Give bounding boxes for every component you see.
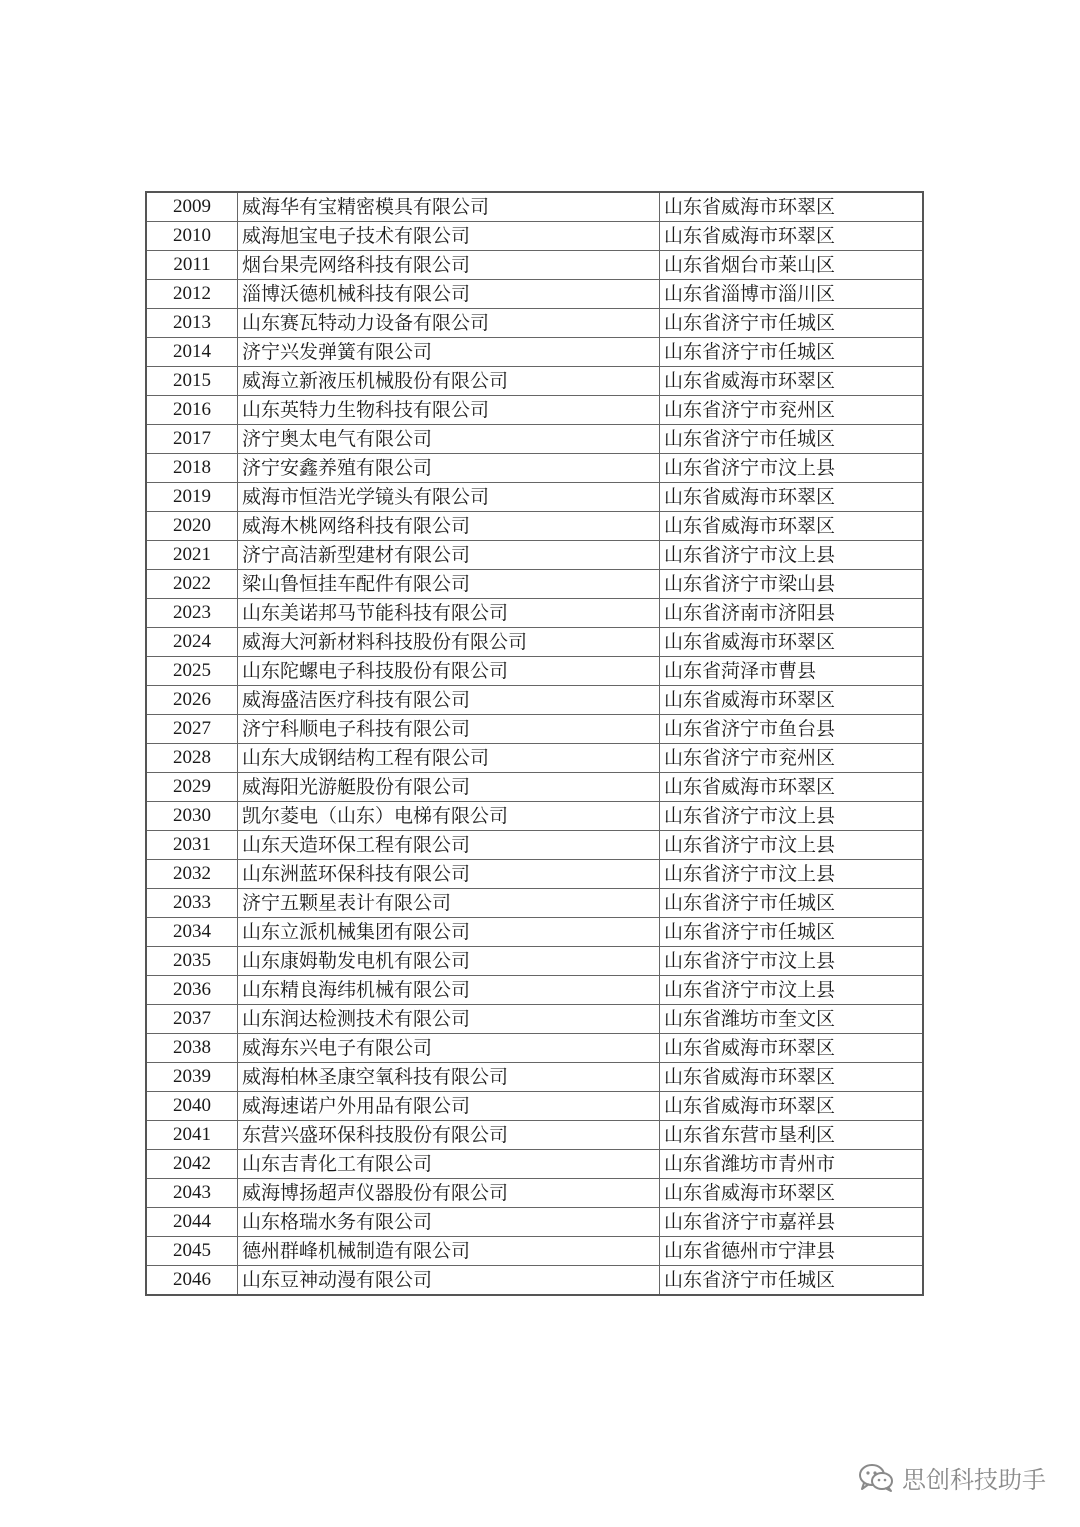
company-region: 山东省威海市环翠区	[660, 1034, 924, 1063]
table-row	[146, 541, 923, 570]
company-region: 山东省济宁市汶上县	[660, 541, 924, 570]
company-region: 山东省济宁市任城区	[660, 1266, 924, 1296]
company-name: 山东洲蓝环保科技有限公司	[238, 860, 660, 889]
row-number: 2022	[146, 570, 238, 599]
company-name: 烟台果壳网络科技有限公司	[238, 251, 660, 280]
company-name: 山东润达检测技术有限公司	[238, 1005, 660, 1034]
company-region: 山东省威海市环翠区	[660, 1092, 924, 1121]
row-number: 2017	[146, 425, 238, 454]
table-row	[146, 309, 923, 338]
company-name: 威海东兴电子有限公司	[238, 1034, 660, 1063]
row-number: 2045	[146, 1237, 238, 1266]
company-name: 威海木桃网络科技有限公司	[238, 512, 660, 541]
row-number: 2043	[146, 1179, 238, 1208]
company-region: 山东省威海市环翠区	[660, 512, 924, 541]
table-row	[146, 222, 923, 251]
company-name: 山东大成钢结构工程有限公司	[238, 744, 660, 773]
table-row	[146, 1208, 923, 1237]
table-row	[146, 512, 923, 541]
company-name: 威海柏林圣康空氧科技有限公司	[238, 1063, 660, 1092]
row-number: 2027	[146, 715, 238, 744]
row-number: 2038	[146, 1034, 238, 1063]
table-row	[146, 338, 923, 367]
row-number: 2040	[146, 1092, 238, 1121]
row-number: 2020	[146, 512, 238, 541]
table-row	[146, 715, 923, 744]
row-number: 2034	[146, 918, 238, 947]
table-body	[146, 192, 923, 1295]
table-row	[146, 599, 923, 628]
table-row	[146, 744, 923, 773]
table-row	[146, 280, 923, 309]
company-region: 山东省济宁市鱼台县	[660, 715, 924, 744]
company-region: 山东省济宁市任城区	[660, 338, 924, 367]
row-number: 2037	[146, 1005, 238, 1034]
company-name: 山东陀螺电子科技股份有限公司	[238, 657, 660, 686]
company-name: 济宁奥太电气有限公司	[238, 425, 660, 454]
company-region: 山东省东营市垦利区	[660, 1121, 924, 1150]
row-number: 2013	[146, 309, 238, 338]
company-region: 山东省德州市宁津县	[660, 1237, 924, 1266]
company-region: 山东省威海市环翠区	[660, 367, 924, 396]
row-number: 2033	[146, 889, 238, 918]
company-name: 威海华有宝精密模具有限公司	[238, 192, 660, 222]
row-number: 2018	[146, 454, 238, 483]
table-row	[146, 367, 923, 396]
row-number: 2025	[146, 657, 238, 686]
company-name: 山东英特力生物科技有限公司	[238, 396, 660, 425]
company-name: 威海立新液压机械股份有限公司	[238, 367, 660, 396]
table-row	[146, 192, 923, 222]
company-region: 山东省烟台市莱山区	[660, 251, 924, 280]
row-number: 2042	[146, 1150, 238, 1179]
row-number: 2035	[146, 947, 238, 976]
row-number: 2046	[146, 1266, 238, 1296]
company-name: 山东康姆勒发电机有限公司	[238, 947, 660, 976]
table-row	[146, 396, 923, 425]
table-row	[146, 1063, 923, 1092]
company-name: 济宁高洁新型建材有限公司	[238, 541, 660, 570]
table-row	[146, 831, 923, 860]
table-row	[146, 773, 923, 802]
company-region: 山东省济宁市兖州区	[660, 744, 924, 773]
company-name: 威海博扬超声仪器股份有限公司	[238, 1179, 660, 1208]
company-name: 山东豆神动漫有限公司	[238, 1266, 660, 1296]
wechat-icon	[858, 1463, 894, 1493]
row-number: 2019	[146, 483, 238, 512]
table-row	[146, 1266, 923, 1296]
company-region: 山东省济宁市汶上县	[660, 454, 924, 483]
table-row	[146, 628, 923, 657]
row-number: 2031	[146, 831, 238, 860]
company-region: 山东省威海市环翠区	[660, 222, 924, 251]
company-name: 济宁安鑫养殖有限公司	[238, 454, 660, 483]
company-region: 山东省威海市环翠区	[660, 192, 924, 222]
table-row	[146, 570, 923, 599]
company-region: 山东省济宁市汶上县	[660, 831, 924, 860]
table-row	[146, 657, 923, 686]
company-region: 山东省济宁市汶上县	[660, 860, 924, 889]
company-list-table	[145, 191, 924, 1296]
company-name: 威海大河新材料科技股份有限公司	[238, 628, 660, 657]
watermark	[858, 1460, 1046, 1495]
company-region: 山东省威海市环翠区	[660, 628, 924, 657]
company-name: 山东吉青化工有限公司	[238, 1150, 660, 1179]
row-number: 2044	[146, 1208, 238, 1237]
company-name: 梁山鲁恒挂车配件有限公司	[238, 570, 660, 599]
company-name: 凯尔菱电（山东）电梯有限公司	[238, 802, 660, 831]
table-row	[146, 483, 923, 512]
company-region: 山东省济宁市任城区	[660, 918, 924, 947]
table-row	[146, 686, 923, 715]
table-row	[146, 1121, 923, 1150]
company-name: 济宁五颗星表计有限公司	[238, 889, 660, 918]
table-row	[146, 1150, 923, 1179]
row-number: 2009	[146, 192, 238, 222]
company-name: 山东天造环保工程有限公司	[238, 831, 660, 860]
company-name: 威海旭宝电子技术有限公司	[238, 222, 660, 251]
company-name: 淄博沃德机械科技有限公司	[238, 280, 660, 309]
company-name: 德州群峰机械制造有限公司	[238, 1237, 660, 1266]
row-number: 2011	[146, 251, 238, 280]
company-name: 山东精良海纬机械有限公司	[238, 976, 660, 1005]
row-number: 2016	[146, 396, 238, 425]
company-region: 山东省菏泽市曹县	[660, 657, 924, 686]
company-name: 威海盛洁医疗科技有限公司	[238, 686, 660, 715]
row-number: 2028	[146, 744, 238, 773]
table-row	[146, 947, 923, 976]
table-row	[146, 1034, 923, 1063]
company-region: 山东省济宁市梁山县	[660, 570, 924, 599]
company-region: 山东省济宁市兖州区	[660, 396, 924, 425]
company-region: 山东省淄博市淄川区	[660, 280, 924, 309]
row-number: 2010	[146, 222, 238, 251]
company-region: 山东省潍坊市奎文区	[660, 1005, 924, 1034]
table-row	[146, 1237, 923, 1266]
table-row	[146, 976, 923, 1005]
row-number: 2012	[146, 280, 238, 309]
company-region: 山东省威海市环翠区	[660, 1179, 924, 1208]
company-name: 济宁科顺电子科技有限公司	[238, 715, 660, 744]
company-name: 山东立派机械集团有限公司	[238, 918, 660, 947]
company-region: 山东省威海市环翠区	[660, 1063, 924, 1092]
company-region: 山东省济宁市汶上县	[660, 802, 924, 831]
row-number: 2021	[146, 541, 238, 570]
table-row	[146, 889, 923, 918]
company-region: 山东省威海市环翠区	[660, 483, 924, 512]
row-number: 2015	[146, 367, 238, 396]
table-row	[146, 860, 923, 889]
company-name: 山东美诺邦马节能科技有限公司	[238, 599, 660, 628]
company-name: 东营兴盛环保科技股份有限公司	[238, 1121, 660, 1150]
row-number: 2041	[146, 1121, 238, 1150]
row-number: 2030	[146, 802, 238, 831]
company-region: 山东省威海市环翠区	[660, 686, 924, 715]
company-name: 威海速诺户外用品有限公司	[238, 1092, 660, 1121]
company-region: 山东省威海市环翠区	[660, 773, 924, 802]
table-row	[146, 1179, 923, 1208]
table-row	[146, 425, 923, 454]
company-name: 山东赛瓦特动力设备有限公司	[238, 309, 660, 338]
company-region: 山东省济宁市任城区	[660, 309, 924, 338]
company-name: 山东格瑞水务有限公司	[238, 1208, 660, 1237]
company-region: 山东省潍坊市青州市	[660, 1150, 924, 1179]
table-row	[146, 454, 923, 483]
company-region: 山东省济宁市任城区	[660, 889, 924, 918]
table-row	[146, 802, 923, 831]
company-name: 威海市恒浩光学镜头有限公司	[238, 483, 660, 512]
company-region: 山东省济南市济阳县	[660, 599, 924, 628]
row-number: 2039	[146, 1063, 238, 1092]
row-number: 2023	[146, 599, 238, 628]
row-number: 2026	[146, 686, 238, 715]
company-name: 济宁兴发弹簧有限公司	[238, 338, 660, 367]
company-region: 山东省济宁市汶上县	[660, 947, 924, 976]
table-row	[146, 1092, 923, 1121]
row-number: 2024	[146, 628, 238, 657]
company-name: 威海阳光游艇股份有限公司	[238, 773, 660, 802]
table-row	[146, 918, 923, 947]
watermark-text: 思创科技助手	[902, 1466, 1046, 1494]
row-number: 2036	[146, 976, 238, 1005]
row-number: 2032	[146, 860, 238, 889]
table-row	[146, 1005, 923, 1034]
company-region: 山东省济宁市汶上县	[660, 976, 924, 1005]
row-number: 2029	[146, 773, 238, 802]
company-region: 山东省济宁市任城区	[660, 425, 924, 454]
row-number: 2014	[146, 338, 238, 367]
table-row	[146, 251, 923, 280]
company-region: 山东省济宁市嘉祥县	[660, 1208, 924, 1237]
